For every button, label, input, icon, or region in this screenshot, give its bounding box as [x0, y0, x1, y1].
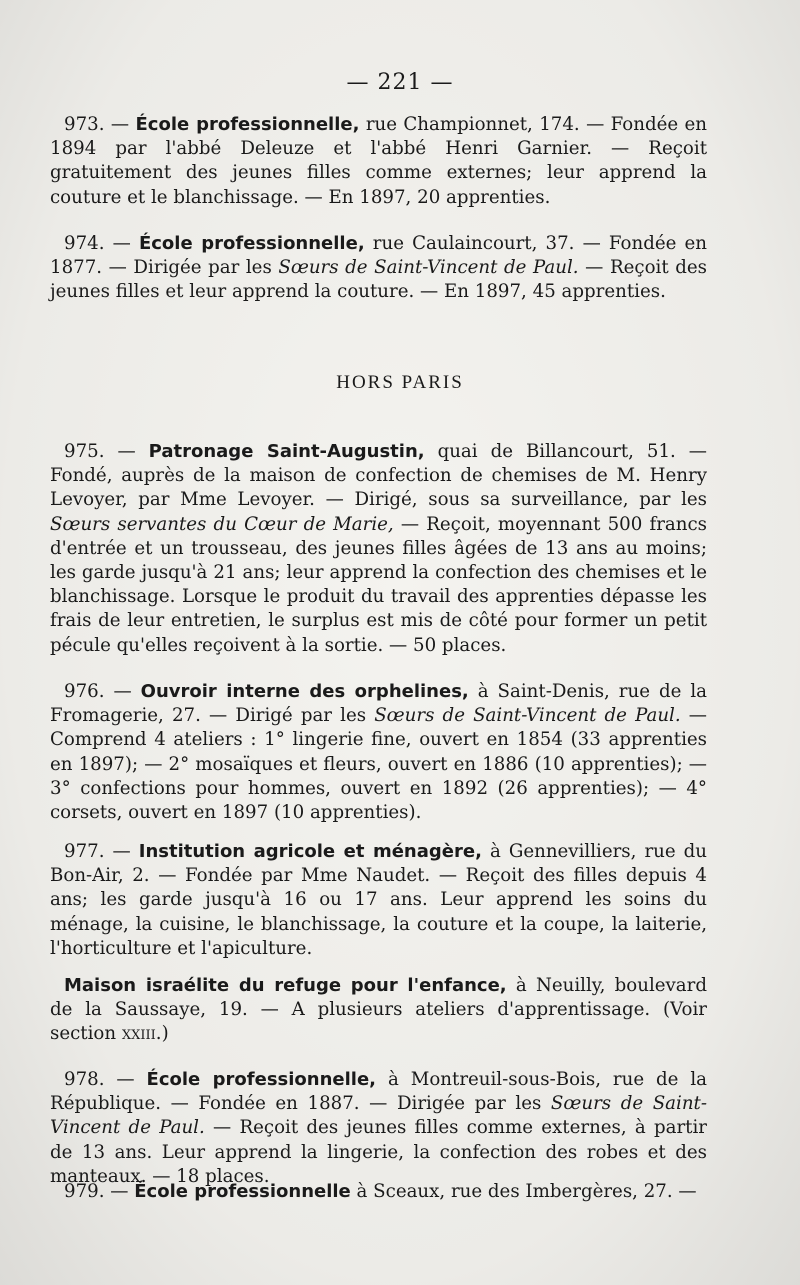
institution-name: École professionnelle,: [135, 114, 360, 135]
entry-number: 975.: [64, 441, 105, 462]
entry-text: quai de Billancourt, 51. — Fondé, auprès de la maison de confection de chemises de M. Henry Levoyer, par Mme Levoyer. — Dirigé, sous sa surveillance, par les: [50, 441, 707, 511]
section-reference: xxiii: [121, 1023, 156, 1045]
entry-number: 978.: [64, 1069, 105, 1090]
entry-975: 975. — Patronage Saint-Augustin, quai de Billancourt, 51. — Fondé, auprès de la maison de confection de chemises de M. Henry Levoyer, par Mme Levoyer. — Dirigé, sous sa surveillance, par les Sœurs servantes du Cœur de Marie, — Reçoit, moyennant 500 francs d'entrée et un trousseau, des jeunes filles âgées de 13 ans au moins; les garde jusqu'à 21 ans; leur apprend la confection des chemises et le blanchissage. Lorsque le produit du travail des apprenties dépasse les frais de leur entretien, le surplus est mis de côté pour former un petit pécule qu'elles reçoivent à la sortie. — 50 places.: [50, 441, 707, 656]
entry-text: à Montreuil-sous-Bois, rue de la République. — Fondée en 1887. — Dirigée par les: [50, 1069, 707, 1115]
entry-italic: Sœurs de Saint-Vincent de Paul.: [50, 1093, 707, 1139]
entry-976: 976. — Ouvroir interne des orphelines, à Saint-Denis, rue de la Fromagerie, 27. — Dirigé par les Sœurs de Saint-Vincent de Paul. — Comprend 4 ateliers : 1° lingerie fine, ouvert en 1854 (33 apprenties en 1897); — 2° mosaïques et fleurs, ouvert en 1886 (10 apprenties); — 3° confections pour hommes, ouvert en 1892 (26 apprenties); — 4° corsets, ouvert en 1897 (10 apprenties).: [50, 681, 707, 824]
entry-text-continued: — Reçoit, moyennant 500 francs d'entrée et un trousseau, des jeunes filles âgées de 13 ans au moins; les garde jusqu'à 21 ans; leur apprend la confection des chemises et le blanchissage. Lorsque le produit du travail des apprenties dépasse les frais de leur entretien, le surplus est mis de côté pour former un petit pécule qu'elles reçoivent à la sortie. — 50 places.: [50, 513, 707, 656]
institution-name: École professionnelle,: [146, 1069, 377, 1090]
entry-number: 973.: [64, 114, 105, 135]
entry-text: rue Caulaincourt, 37. — Fondée en 1877. — Dirigée par les: [50, 233, 707, 279]
entry-text: rue Championnet, 174. — Fondée en 1894 par l'abbé Deleuze et l'abbé Henri Garnier. — Reçoit gratuitement des jeunes filles comme externes; leur apprend la couture et le blanchissage. — En 1897, 20 apprenties.: [50, 114, 707, 208]
entry-text-continued: — Reçoit des jeunes filles comme externes, à partir de 13 ans. Leur apprend la lingerie, la confection des robes et des manteaux. — 18 places.: [50, 1117, 707, 1187]
entry-number: 979.: [64, 1181, 105, 1202]
entry-text: à Gennevilliers, rue du Bon-Air, 2. — Fondée par Mme Naudet. — Reçoit des filles depuis 4 ans; les garde jusqu'à 16 ou 17 ans. Leur apprend les soins du ménage, la cuisine, le blanchissage, la couture et la coupe, la laiterie, l'horticulture et l'apiculture.: [50, 841, 708, 959]
entry-number: 976.: [64, 681, 105, 702]
entry-text-continued: — Comprend 4 ateliers : 1° lingerie fine, ouvert en 1854 (33 apprenties en 1897); — 2° mosaïques et fleurs, ouvert en 1886 (10 apprenties); — 3° confections pour hommes, ouvert en 1892 (26 apprenties); — 4° corsets, ouvert en 1897 (10 apprenties).: [50, 705, 707, 824]
entry-978: 978. — École professionnelle, à Montreuil-sous-Bois, rue de la République. — Fondée en 1887. — Dirigée par les Sœurs de Saint-Vincent de Paul. — Reçoit des jeunes filles comme externes, à partir de 13 ans. Leur apprend la lingerie, la confection des robes et des manteaux. — 18 places.: [50, 1069, 707, 1187]
page-number: — 221 —: [346, 70, 454, 95]
entry-977: 977. — Institution agricole et ménagère, à Gennevilliers, rue du Bon-Air, 2. — Fondée par Mme Naudet. — Reçoit des filles depuis 4 ans; les garde jusqu'à 16 ou 17 ans. Leur apprend les soins du ménage, la cuisine, le blanchissage, la couture et la coupe, la laiterie, l'horticulture et l'apiculture.: [50, 841, 708, 959]
institution-name: Ouvroir interne des orphelines,: [140, 681, 469, 702]
section-heading: HORS PARIS: [336, 372, 464, 393]
entry-973: 973. — École professionnelle, rue Championnet, 174. — Fondée en 1894 par l'abbé Deleuze et l'abbé Henri Garnier. — Reçoit gratuitement des jeunes filles comme externes; leur apprend la couture et le blanchissage. — En 1897, 20 apprenties.: [50, 114, 707, 208]
entry-italic: Sœurs servantes du Cœur de Marie,: [50, 513, 394, 535]
institution-name: Maison israélite du refuge pour l'enfance,: [64, 975, 507, 996]
entry-maison-israelite: [50, 974, 707, 1047]
entry-italic: Sœurs de Saint-Vincent de Paul.: [278, 257, 579, 279]
entry-979: 979. — École professionnelle à Sceaux, rue des Imbergères, 27. —: [64, 1181, 697, 1202]
institution-name: Patronage Saint-Augustin,: [148, 441, 425, 462]
entry-text: à Neuilly, boulevard de la Saussaye, 19. — A plusieurs ateliers d'apprentissage. (Voir section: [50, 975, 707, 1045]
entry-number: 977.: [64, 841, 105, 862]
entry-text-continued: .): [155, 1023, 169, 1045]
institution-name: École professionnelle: [134, 1181, 351, 1202]
institution-name: Institution agricole et ménagère,: [138, 841, 482, 862]
entry-text: à Saint-Denis, rue de la Fromagerie, 27. — Dirigé par les: [50, 681, 707, 727]
entry-974: 974. — École professionnelle, rue Caulaincourt, 37. — Fondée en 1877. — Dirigée par les Sœurs de Saint-Vincent de Paul. — Reçoit des jeunes filles et leur apprend la couture. — En 1897, 45 apprenties.: [50, 233, 707, 303]
entry-italic: Sœurs de Saint-Vincent de Paul.: [374, 705, 681, 727]
entry-text: à Sceaux, rue des Imbergères, 27. —: [350, 1181, 697, 1202]
institution-name: École professionnelle,: [138, 233, 365, 254]
entry-text-continued: — Reçoit des jeunes filles et leur apprend la couture. — En 1897, 45 apprenties.: [50, 257, 707, 303]
entry-number: 974.: [64, 233, 105, 254]
